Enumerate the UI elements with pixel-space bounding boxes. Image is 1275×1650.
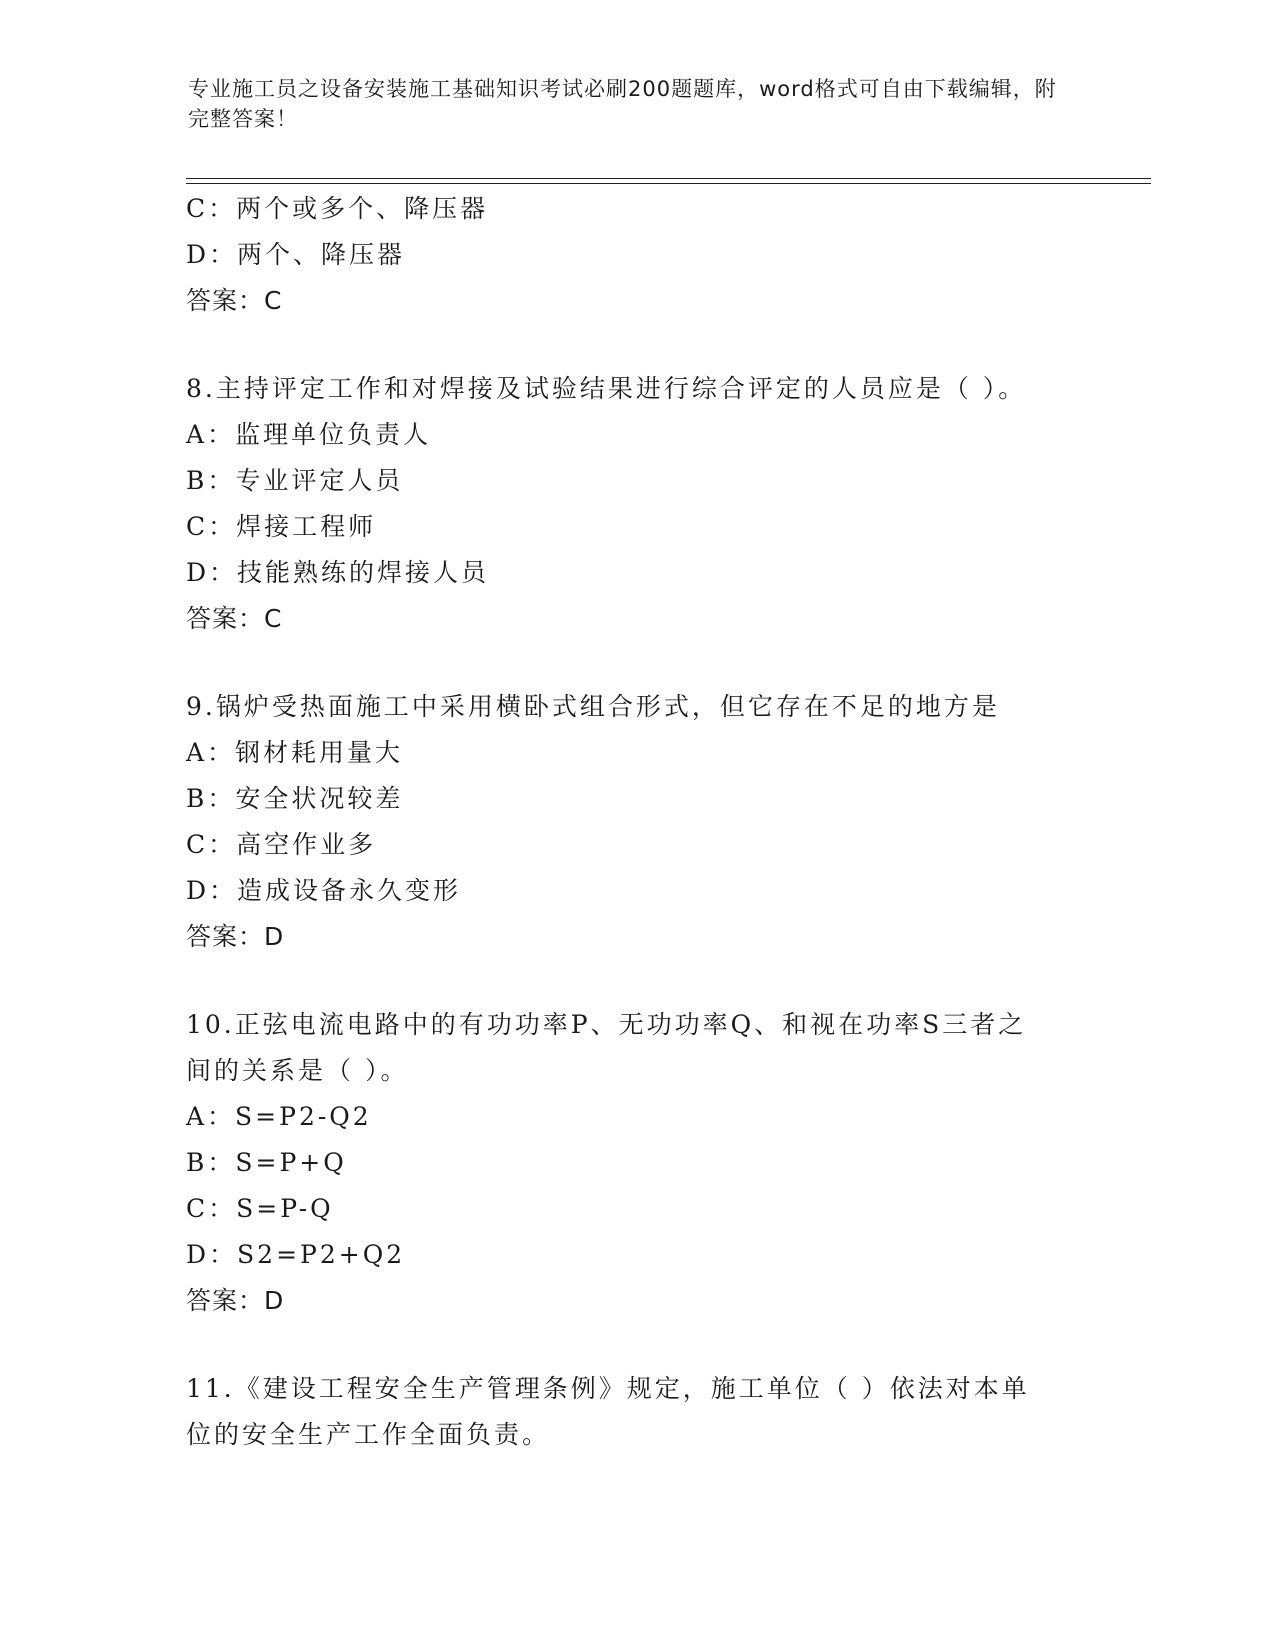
- option-b: B：专业评定人员: [186, 466, 404, 495]
- option-d: D：S2=P2+Q2: [186, 1240, 406, 1269]
- question-text-line-1: 10.正弦电流电路中的有功功率P、无功功率Q、和视在功率S三者之: [186, 1010, 1027, 1039]
- option-c: C：高空作业多: [186, 830, 377, 859]
- spacer: [186, 324, 1086, 366]
- option-a: A：S=P2-Q2: [186, 1102, 372, 1131]
- question-list: [186, 186, 1086, 1458]
- answer-text: 答案：D: [186, 1286, 285, 1315]
- spacer: [186, 642, 1086, 684]
- header-divider-bottom: [186, 183, 1151, 184]
- answer-text: 答案：D: [186, 922, 285, 951]
- question-block-10: [186, 1002, 1086, 1324]
- spacer: [186, 960, 1086, 1002]
- option-d: D：技能熟练的焊接人员: [186, 558, 490, 587]
- question-block-9: [186, 684, 1086, 960]
- spacer: [186, 1324, 1086, 1366]
- question-text-line-1: 11.《建设工程安全生产管理条例》规定，施工单位（ ）依法对本单: [186, 1374, 1030, 1403]
- header-divider-top: [186, 178, 1151, 179]
- question-text: 8.主持评定工作和对焊接及试验结果进行综合评定的人员应是（ ）。: [186, 374, 1027, 403]
- answer-text: 答案：C: [186, 286, 283, 315]
- option-c: C：两个或多个、降压器: [186, 194, 489, 223]
- option-d: D：造成设备永久变形: [186, 876, 462, 905]
- option-a: A：监理单位负责人: [186, 420, 432, 449]
- page-header: 专业施工员之设备安装施工基础知识考试必刷200题题库，word格式可自由下载编辑，附完整答案！: [188, 77, 1057, 131]
- option-b: B：S=P+Q: [186, 1148, 347, 1177]
- option-c: C：焊接工程师: [186, 512, 377, 541]
- question-block-11: [186, 1366, 1086, 1458]
- option-a: A：钢材耗用量大: [186, 738, 404, 767]
- question-block-8: [186, 366, 1086, 642]
- question-block-7: [186, 186, 1086, 324]
- option-d: D：两个、降压器: [186, 240, 406, 269]
- question-text: 9.锅炉受热面施工中采用横卧式组合形式，但它存在不足的地方是: [186, 692, 1000, 721]
- option-b: B：安全状况较差: [186, 784, 404, 813]
- option-c: C：S=P-Q: [186, 1194, 334, 1223]
- answer-text: 答案：C: [186, 604, 283, 633]
- question-text-line-2: 位的安全生产工作全面负责。: [186, 1420, 551, 1449]
- question-text-line-2: 间的关系是（ ）。: [186, 1056, 409, 1085]
